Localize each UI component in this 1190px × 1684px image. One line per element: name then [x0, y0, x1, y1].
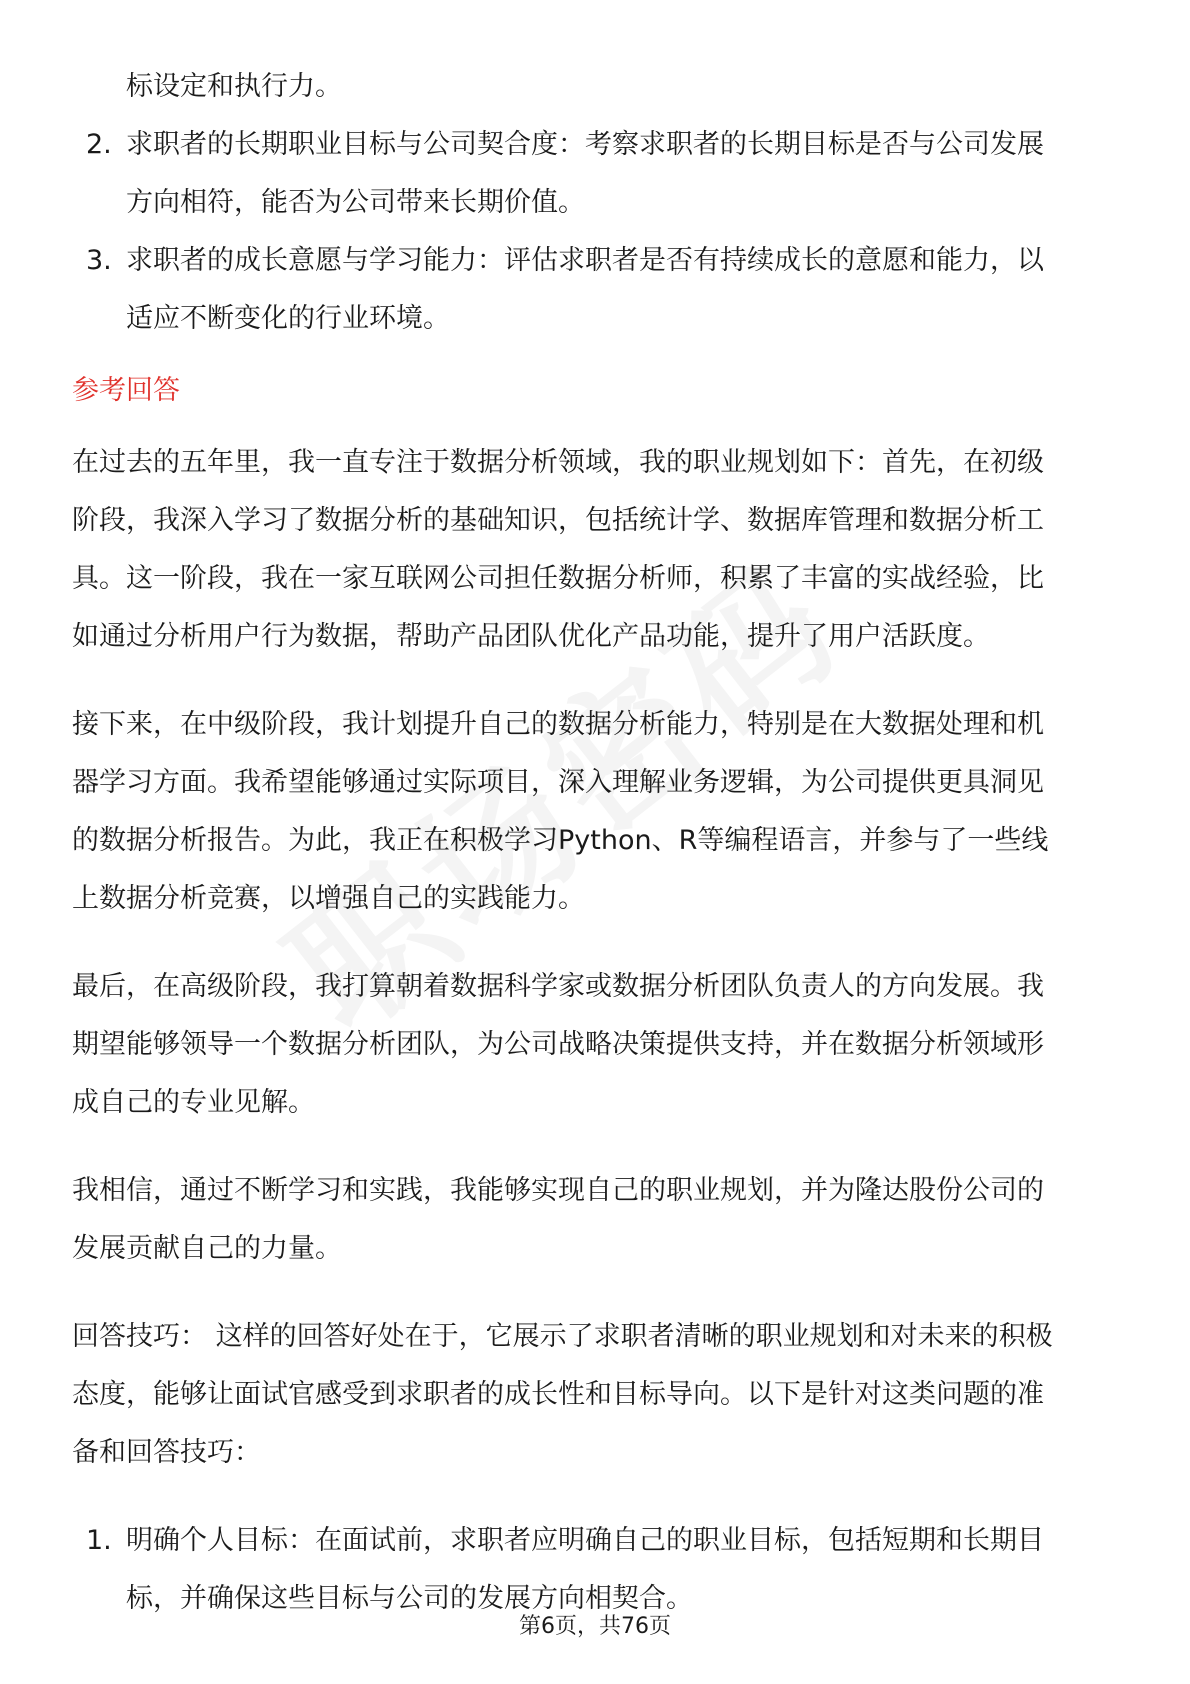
paragraph-line: 如通过分析用户行为数据，帮助产品团队优化产品功能，提升了用户活跃度。	[72, 621, 990, 652]
page-footer: 第6页，共76页	[519, 1614, 671, 1639]
tips-list	[72, 1512, 1122, 1628]
list-item-line: 方向相符，能否为公司带来长期价值。	[126, 187, 585, 218]
list-item-line: 求职者的成长意愿与学习能力：评估求职者是否有持续成长的意愿和能力，以	[126, 245, 1044, 276]
paragraph-line: 态度，能够让面试官感受到求职者的成长性和目标导向。以下是针对这类问题的准	[72, 1379, 1044, 1410]
paragraph-line: 在过去的五年里，我一直专注于数据分析领域，我的职业规划如下：首先，在初级	[72, 447, 1044, 478]
paragraph-line: 器学习方面。我希望能够通过实际项目，深入理解业务逻辑，为公司提供更具洞见	[72, 767, 1044, 798]
list-item-line: 求职者的长期职业目标与公司契合度：考察求职者的长期目标是否与公司发展	[126, 129, 1044, 160]
paragraph-line: 的数据分析报告。为此，我正在积极学习Python、R等编程语言，并参与了一些线	[72, 825, 1049, 856]
paragraph-line: 最后，在高级阶段，我打算朝着数据科学家或数据分析团队负责人的方向发展。我	[72, 971, 1044, 1002]
paragraph-line: 发展贡献自己的力量。	[72, 1233, 342, 1264]
list-item	[72, 232, 1122, 348]
list-item-line: 适应不断变化的行业环境。	[126, 303, 450, 334]
section-heading: 参考回答	[72, 375, 180, 406]
paragraph	[72, 1162, 1122, 1278]
paragraph-line: 期望能够领导一个数据分析团队，为公司战略决策提供支持，并在数据分析领域形	[72, 1029, 1044, 1060]
list-item-line: 标，并确保这些目标与公司的发展方向相契合。	[126, 1583, 693, 1614]
paragraph-line: 阶段，我深入学习了数据分析的基础知识，包括统计学、数据库管理和数据分析工	[72, 505, 1044, 536]
paragraph-line: 具。这一阶段，我在一家互联网公司担任数据分析师，积累了丰富的实战经验，比	[72, 563, 1044, 594]
paragraph-line: 接下来，在中级阶段，我计划提升自己的数据分析能力，特别是在大数据处理和机	[72, 709, 1044, 740]
list-item-number: 2.	[86, 129, 112, 160]
page-content	[72, 58, 1122, 1628]
list-item	[72, 116, 1122, 232]
paragraph	[72, 1308, 1122, 1482]
paragraph-line: 备和回答技巧：	[72, 1437, 261, 1468]
paragraph	[72, 958, 1122, 1132]
list-item-number: 1.	[86, 1525, 112, 1556]
paragraph	[72, 434, 1122, 666]
paragraph-line: 成自己的专业见解。	[72, 1087, 315, 1118]
criteria-list	[72, 116, 1122, 348]
paragraph-line: 上数据分析竞赛，以增强自己的实践能力。	[72, 883, 585, 914]
list-continuation-line: 标设定和执行力。	[126, 71, 342, 102]
paragraph-line: 我相信，通过不断学习和实践，我能够实现自己的职业规划，并为隆达股份公司的	[72, 1175, 1044, 1206]
list-item-line: 明确个人目标：在面试前，求职者应明确自己的职业目标，包括短期和长期目	[126, 1525, 1044, 1556]
list-item-number: 3.	[86, 245, 112, 276]
paragraph-line: 回答技巧： 这样的回答好处在于，它展示了求职者清晰的职业规划和对未来的积极	[72, 1321, 1053, 1352]
list-item	[72, 1512, 1122, 1628]
paragraph	[72, 696, 1122, 928]
